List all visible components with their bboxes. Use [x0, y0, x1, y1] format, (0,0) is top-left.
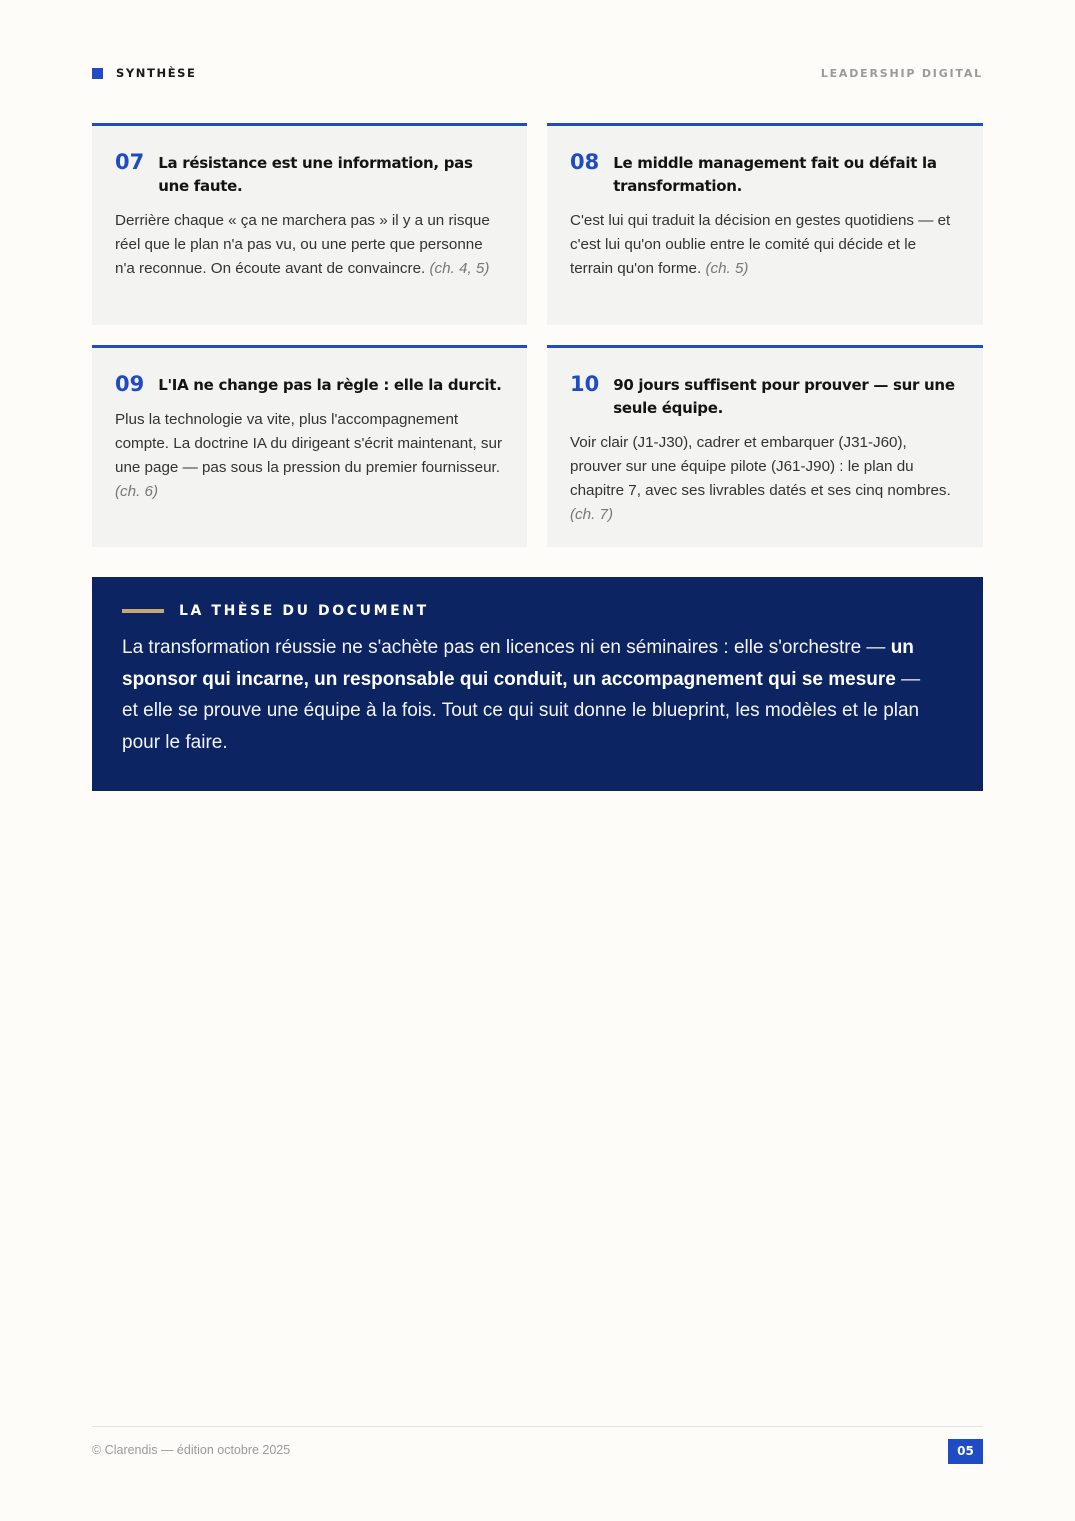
- chapter-reference: (ch. 7): [570, 506, 614, 523]
- thesis-label-row: [122, 602, 941, 620]
- section-square-icon: [92, 68, 103, 79]
- section-title: SYNTHÈSE: [116, 66, 197, 80]
- thesis-text-before: La transformation réussie ne s'achète pas en licences ni en séminaires : elle s'orchestre —: [122, 637, 891, 658]
- card-number: 09: [115, 372, 145, 396]
- card-body-text: C'est lui qui traduit la décision en gestes quotidiens — et c'est lui qu'on oublie entre le comité qui décide et le terrain qu'on forme.: [570, 212, 951, 277]
- page-number-badge: 05: [948, 1439, 983, 1464]
- card-title: 90 jours suffisent pour prouver — sur une seule équipe.: [613, 376, 955, 417]
- thesis-text-after: — et elle se prouve une équipe à la fois. Tout ce qui suit donne le blueprint, les modèles et le plan pour le faire.: [122, 668, 921, 753]
- card-title: Le middle management fait ou défait la transformation.: [613, 154, 937, 195]
- footer-copyright: © Clarendis — édition octobre 2025: [92, 1443, 291, 1457]
- chapter-reference: (ch. 6): [115, 483, 159, 500]
- brand-title: LEADERSHIP DIGITAL: [820, 67, 983, 80]
- thesis-label: LA THÈSE DU DOCUMENT: [179, 603, 429, 619]
- card-title: L'IA ne change pas la règle : elle la durcit.: [158, 376, 502, 394]
- thesis-text-bold: un sponsor qui incarne, un responsable qui conduit, un accompagnement qui se mesure: [122, 637, 914, 690]
- card-body: [115, 209, 505, 281]
- page-header: [92, 66, 983, 82]
- card-title: La résistance est une information, pas une faute.: [158, 154, 473, 195]
- card-body: [115, 408, 505, 504]
- gold-rule-divider: [122, 609, 164, 613]
- card-number: 10: [570, 372, 600, 396]
- card-body-text: Voir clair (J1-J30), cadrer et embarquer (J31-J60), prouver sur une équipe pilote (J61-J90) : le plan du chapitre 7, avec ses livrables datés et ses cinq nombres.: [570, 434, 951, 499]
- card-body: [570, 209, 961, 281]
- card-body-text: Derrière chaque « ça ne marchera pas » il y a un risque réel que le plan n'a pas vu, ou une perte que personne n'a reconnue. On écoute avant de convaincre.: [115, 212, 490, 277]
- thesis-box: [92, 577, 983, 791]
- section-marker: [92, 66, 197, 80]
- card-number: 08: [570, 150, 600, 174]
- takeaway-card-10: [547, 345, 983, 547]
- card-number: 07: [115, 150, 145, 174]
- takeaway-card-08: [547, 123, 983, 325]
- footer-divider: [92, 1426, 983, 1427]
- takeaway-card-07: [92, 123, 527, 325]
- thesis-text: [122, 632, 941, 758]
- takeaway-card-09: [92, 345, 527, 547]
- chapter-reference: (ch. 5): [705, 260, 749, 277]
- card-body-text: Plus la technologie va vite, plus l'accompagnement compte. La doctrine IA du dirigeant s'écrit maintenant, sur une page — pas sous la pression du premier fournisseur.: [115, 411, 503, 476]
- chapter-reference: (ch. 4, 5): [429, 260, 490, 277]
- card-body: [570, 431, 961, 527]
